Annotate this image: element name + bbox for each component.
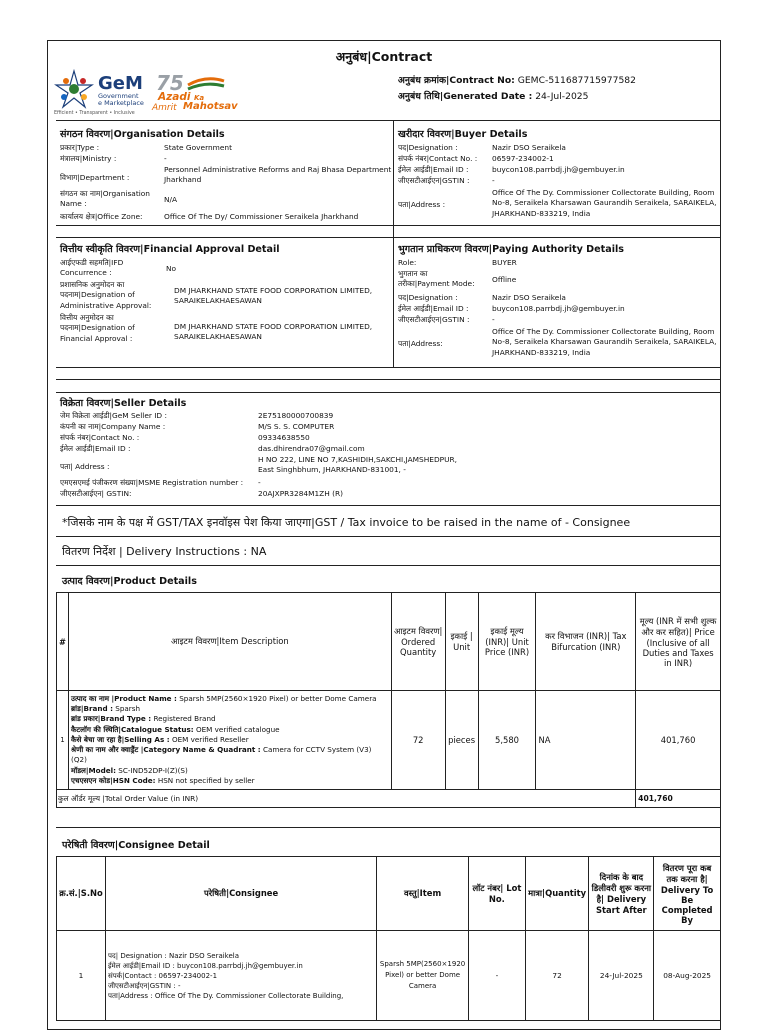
product-heading: उत्पाद विवरण|Product Details	[62, 576, 197, 587]
consignee-sno: 1	[57, 931, 106, 1021]
contract-no-label: अनुबंध क्रमांक|Contract No:	[397, 75, 515, 86]
paying-role: BUYER	[492, 258, 517, 267]
col-total-price: मूल्य (INR में सभी शुल्क और कर सहित)| Price (Inclusive of all Duties and Taxes in INR)	[636, 593, 721, 691]
org-dept: Personnel Administrative Reforms and Raj Bhasa Department Jharkhand	[164, 165, 392, 185]
seller-id-label: जेम विक्रेता आईडी|GeM Seller ID :	[60, 411, 167, 420]
seller-contact: 09334638550	[258, 433, 310, 442]
org-type-label: प्रकार|Type :	[60, 143, 100, 152]
tax-bifurcation: NA	[536, 691, 636, 790]
contract-no: GEMC-511687715977582	[517, 75, 636, 86]
delivery-start: 24-Jul-2025	[589, 931, 654, 1021]
buyer-heading: खरीदार विवरण|Buyer Details	[398, 129, 528, 140]
paying-gstin: -	[492, 315, 495, 324]
consignee-table	[56, 856, 721, 1021]
buyer-contact-label: संपर्क नंबर|Contact No. :	[398, 154, 478, 163]
org-type: State Government	[164, 143, 233, 152]
gem-logo-subtitle: Government e Marketplace	[98, 92, 144, 107]
azadi-mahotsav: Mahotsav	[183, 101, 238, 112]
paying-address: Office Of The Dy. Commissioner Collectorate Building, Room No-8, Seraikela Kharsawan Gaurandih Seraikela, SARAIKELA, JHARKHAND-833219, India	[492, 327, 717, 357]
seller-heading: विक्रेता विवरण|Seller Details	[60, 398, 187, 409]
col-ordered-quantity: आइटम विवरण| Ordered Quantity	[391, 593, 445, 691]
col-tax-bifurcation: कर विभाजन (INR)| Tax Bifurcation (INR)	[536, 593, 636, 691]
paying-designation: Nazir DSO Seraikela	[492, 293, 566, 302]
unit: pieces	[445, 691, 478, 790]
buyer-contact: 06597-234002-1	[492, 154, 554, 163]
contract-page	[47, 40, 721, 1030]
generated-date-label: अनुबंध तिथि|Generated Date :	[397, 91, 533, 102]
org-zone-label: कार्यालय क्षेत्र|Office Zone:	[60, 212, 143, 221]
col-consignee: परेषिती|Consignee	[106, 857, 377, 931]
azadi-logo	[150, 69, 246, 117]
ifd-label: आईएफडी सहमति|IFD Concurrence :	[60, 258, 124, 278]
financial-heading: वित्तीय स्वीकृति विवरण|Financial Approval Detail	[60, 244, 280, 255]
buyer-gstin: -	[492, 176, 495, 185]
payment-mode: Offline	[492, 275, 517, 284]
fin-approval-label: वित्तीय अनुमोदन का पदनाम|Designation of Financial Approval :	[60, 313, 135, 343]
seller-msme-label: एमएसएमई पंजीकरण संख्या|MSME Registration number :	[60, 478, 244, 487]
paying-gstin-label: जीएसटीआईएन|GSTIN :	[398, 315, 470, 324]
paying-role-label: Role:	[398, 258, 417, 267]
seller-company: M/S S. S. COMPUTER	[258, 422, 335, 431]
seller-address-label: पता| Address :	[60, 462, 110, 471]
row-number: 1	[57, 691, 69, 790]
paying-designation-label: पद|Designation :	[398, 293, 458, 302]
buyer-address: Office Of The Dy. Commissioner Collectorate Building, Room No-8, Seraikela Kharsawan Gaurandih Seraikela, SARAIKELA, JHARKHAND-833219, India	[492, 188, 717, 218]
azadi-ka: Ka	[194, 94, 205, 102]
ordered-quantity: 72	[391, 691, 445, 790]
col-delivery-end: वितरण पूरा कब तक करना है| Delivery To Be Completed By	[654, 857, 721, 931]
consignee-details: पद| Designation : Nazir DSO Seraikela ईमेल आईडी|Email ID : buycon108.parrbdj.jh@gembuyer.in संपर्क|Contact : 06597-234002-1 जीएसटीआईएन|GSTIN : - पता|Address : Office Of The Dy. Commissioner Collectorate Building,	[106, 931, 377, 1021]
seller-email: das.dhirendra07@gmail.com	[258, 444, 365, 453]
paying-email: buycon108.parrbdj.jh@gembuyer.in	[492, 304, 625, 313]
buyer-email-label: ईमेल आईडी|Email ID :	[398, 165, 469, 174]
flag-swoosh-icon	[186, 75, 226, 93]
delivery-instructions: वितरण निर्देश | Delivery Instructions : NA	[62, 545, 267, 558]
seller-id: 2E75180000700839	[258, 411, 334, 420]
fin-approval-value: DM JHARKHAND STATE FOOD CORPORATION LIMITED, SARAIKELAKHAESAWAN	[174, 322, 373, 342]
payment-mode-label: भुगतान का तरीका|Payment Mode:	[398, 269, 475, 289]
col-unit-price: इकाई मूल्य (INR)| Unit Price (INR)	[478, 593, 536, 691]
order-value: 401,760	[636, 790, 721, 808]
delivery-end: 08-Aug-2025	[654, 931, 721, 1021]
gem-logo	[52, 69, 152, 119]
col-quantity: मात्रा|Quantity	[525, 857, 589, 931]
seller-contact-label: संपर्क नंबर|Contact No. :	[60, 433, 140, 442]
consignee-quantity: 72	[525, 931, 589, 1021]
item-description: उत्पाद का नाम |Product Name : Sparsh 5MP(2560×1920 Pixel) or better Dome Camera ब्रांड|Brand : Sparsh ब्रांड प्रकार|Brand Type : Registered Brand कैटलॉग की स्थिति|Catalogue Status: OEM verified catalogue कैसे बेचा जा रहा है|Selling As : OEM verified Reseller श्रेणी का नाम और क्वाड्रैंट |Category Name & Quadrant : Camera for CCTV System (V3) (Q2) मॉडल|Model: SC-IND52DP-I(Z)(S) एचएसएन कोड|HSN Code: HSN not specified by seller	[69, 691, 392, 790]
product-table	[56, 592, 721, 808]
org-name: N/A	[164, 195, 178, 204]
org-name-label: संगठन का नाम|Organisation Name :	[60, 189, 150, 209]
org-ministry: -	[164, 154, 167, 163]
page-title: अनुबंध|Contract	[335, 49, 433, 64]
col-item: वस्तु|Item	[377, 857, 469, 931]
buyer-email: buycon108.parrbdj.jh@gembuyer.in	[492, 165, 625, 174]
order-value-label: कुल ऑर्डर मूल्य |Total Order Value (in INR)	[57, 790, 636, 808]
buyer-address-label: पता|Address :	[398, 200, 446, 209]
gst-notice: *जिसके नाम के पक्ष में GST/TAX इनवॉइस पेश किया जाएगा|GST / Tax invoice to be raised in the name of - Consignee	[62, 516, 631, 529]
col-lot-no: लॉट नंबर| Lot No.	[469, 857, 526, 931]
col-delivery-start: दिनांक के बाद डिलीवरी शुरू करना है| Delivery Start After	[589, 857, 654, 931]
seller-gstin: 20AJXPR3284M1ZH (R)	[258, 489, 344, 498]
admin-approval-label: प्रशासनिक अनुमोदन का पदनाम|Designation of Administrative Approval:	[60, 280, 152, 310]
col-item-description: आइटम विवरण|Item Description	[69, 593, 392, 691]
table-row	[57, 931, 721, 1021]
org-ministry-label: मंत्रालय|Ministry :	[60, 154, 117, 163]
paying-address-label: पता|Address:	[398, 339, 443, 348]
finance-paying-section	[56, 237, 720, 367]
table-row	[57, 691, 721, 790]
gem-star-icon	[52, 69, 96, 109]
seller-company-label: कंपनी का नाम|Company Name :	[60, 422, 166, 431]
col-hash: #	[57, 593, 69, 691]
buyer-gstin-label: जीएसटीआईएन|GSTIN :	[398, 176, 470, 185]
azadi-word: Azadi	[158, 91, 191, 103]
seller-msme: -	[258, 478, 261, 487]
seller-email-label: ईमेल आईडी|Email ID :	[60, 444, 131, 453]
paying-heading: भुगतान प्राधिकरण विवरण|Paying Authority Details	[398, 244, 624, 255]
gem-tagline: Efficient • Transparent • Inclusive	[54, 111, 135, 116]
gem-logo-text: GeM	[98, 73, 143, 94]
consignee-lot: -	[469, 931, 526, 1021]
seller-section	[56, 392, 720, 505]
buyer-designation: Nazir DSO Seraikela	[492, 143, 566, 152]
col-unit: इकाई | Unit	[445, 593, 478, 691]
org-zone: Office Of The Dy/ Commissioner Seraikela Jharkhand	[164, 212, 359, 221]
seller-gstin-label: जीएसटीआईएन| GSTIN:	[60, 489, 132, 498]
total-price: 401,760	[636, 691, 721, 790]
seller-address: H NO 222, LINE NO 7,KASHIDIH,SAKCHI,JAMSHEDPUR, East Singhbhum, JHARKHAND-831001, -	[258, 455, 457, 475]
col-sno: क्र.सं.|S.No	[57, 857, 106, 931]
buyer-designation-label: पद|Designation :	[398, 143, 458, 152]
org-dept-label: विभाग|Department :	[60, 173, 130, 182]
azadi-amrit: Amrit	[152, 103, 177, 113]
generated-date: 24-Jul-2025	[535, 91, 589, 102]
admin-approval-value: DM JHARKHAND STATE FOOD CORPORATION LIMITED, SARAIKELAKHAESAWAN	[174, 286, 373, 306]
contract-meta	[398, 73, 636, 105]
consignee-item: Sparsh 5MP(2560×1920 Pixel) or better Dome Camera	[377, 931, 469, 1021]
paying-email-label: ईमेल आईडी|Email ID :	[398, 304, 469, 313]
azadi-75: 75	[156, 71, 184, 95]
ifd-value: No	[166, 264, 177, 273]
org-heading: संगठन विवरण|Organisation Details	[60, 129, 225, 140]
consignee-heading: परेषिती विवरण|Consignee Detail	[62, 840, 210, 851]
unit-price: 5,580	[478, 691, 536, 790]
